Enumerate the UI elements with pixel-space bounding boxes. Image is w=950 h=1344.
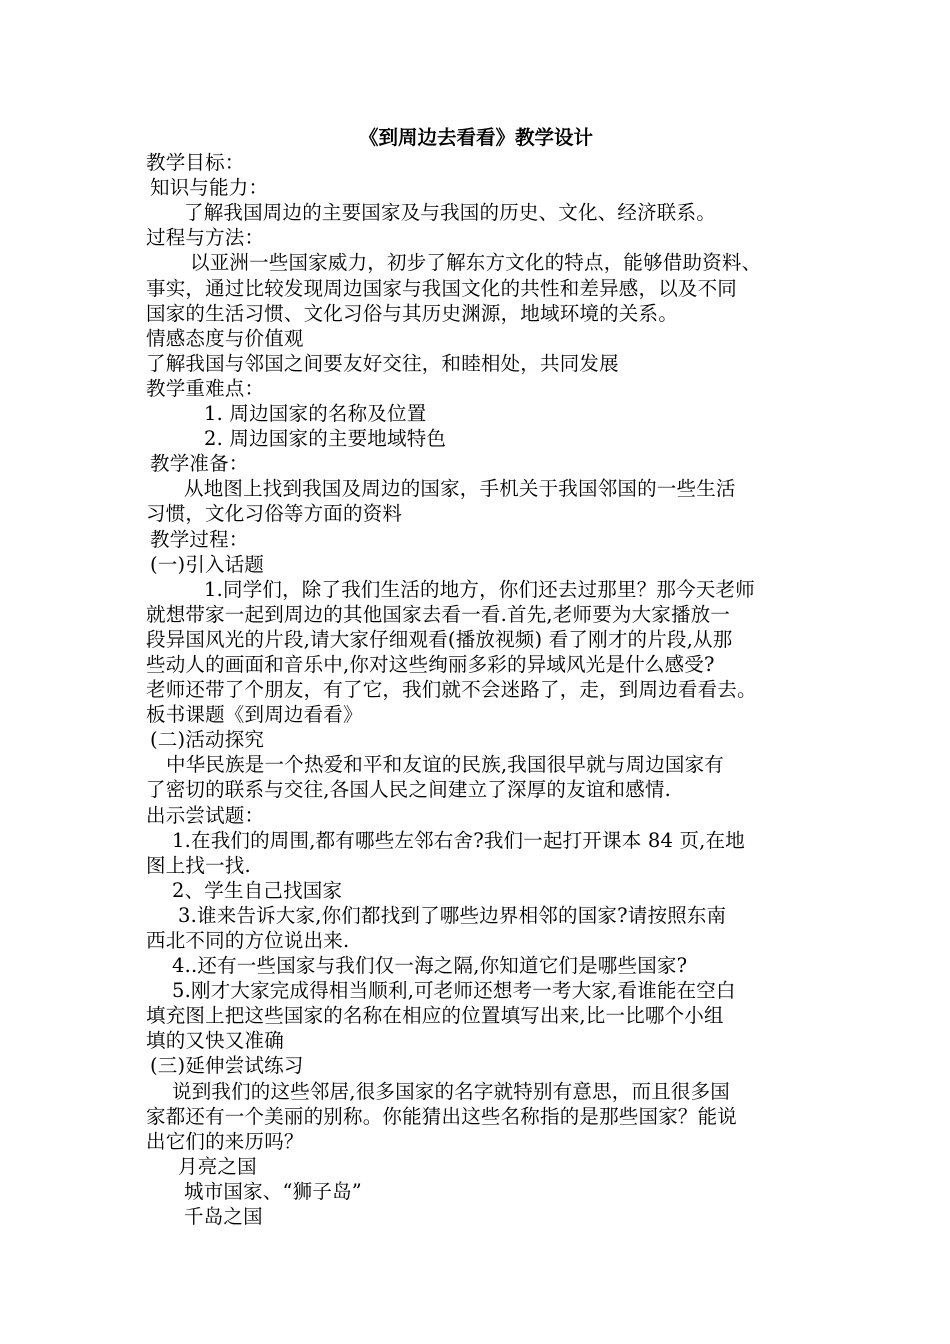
text-line: (一)引入话题 (150, 552, 265, 576)
text-line: 以亚洲一些国家威力，初步了解东方文化的特点，能够借助资料、 (190, 251, 762, 275)
text-line: 2. 周边国家的主要地域特色 (204, 427, 447, 451)
text-line: 填的又快又准确 (146, 1029, 284, 1053)
text-line: 教学重难点： (146, 376, 265, 400)
text-line: 3.谁来告诉大家,你们都找到了哪些边界相邻的国家?请按照东南 (178, 903, 727, 927)
text-line: 千岛之国 (184, 1205, 263, 1229)
text-line: 情感态度与价值观 (146, 326, 304, 350)
text-line: 过程与方法： (146, 226, 265, 250)
text-line: 说到我们的这些邻居,很多国家的名字就特别有意思，而且很多国 (172, 1079, 730, 1103)
text-line: 从地图上找到我国及周边的国家，手机关于我国邻国的一些生活 (184, 477, 736, 501)
text-line: 图上找一找. (146, 853, 251, 877)
text-line: 了解我国与邻国之间要友好交往，和睦相处，共同发展 (146, 351, 619, 375)
text-line: 5.刚才大家完成得相当顺利,可老师还想考一考大家,看谁能在空白 (172, 979, 736, 1003)
text-line: 教学目标： (146, 151, 245, 175)
text-line: 4..还有一些国家与我们仅一海之隔,你知道它们是哪些国家? (172, 954, 688, 978)
document-title: 《到周边去看看》教学设计 (358, 126, 593, 149)
text-line: 家都还有一个美丽的别称。你能猜出这些名称指的是那些国家？能说 (146, 1104, 738, 1128)
text-line: 中华民族是一个热爱和平和友谊的民族,我国很早就与周边国家有 (166, 753, 724, 777)
text-line: (二)活动探究 (150, 728, 265, 752)
text-line: 板书课题《到周边看看》 (146, 703, 363, 727)
document-body (146, 150, 826, 1229)
text-line: 西北不同的方位说出来. (146, 929, 350, 952)
text-line: 了密切的联系与交往,各国人民之间建立了深厚的友谊和感情. (146, 778, 671, 802)
text-line: (三)延伸尝试练习 (150, 1054, 304, 1078)
text-line: 知识与能力： (150, 176, 269, 200)
text-line: 填充图上把这些国家的名称在相应的位置填写出来,比一比哪个小组 (146, 1004, 724, 1028)
text-line: 教学准备： (150, 452, 249, 476)
text-line: 习惯，文化习俗等方面的资料 (146, 502, 403, 526)
text-line: 2、学生自己找国家 (172, 878, 343, 902)
document-page (146, 125, 826, 1229)
text-line: 老师还带了个朋友，有了它，我们就不会迷路了，走，到周边看看去。 (146, 678, 757, 702)
text-line: 月亮之国 (178, 1154, 257, 1178)
text-line: 1.同学们，除了我们生活的地方，你们还去过那里？那今天老师 (204, 577, 755, 601)
text-line: 1. 周边国家的名称及位置 (204, 402, 427, 426)
text-line: 教学过程： (150, 527, 249, 551)
text-line: 些动人的画面和音乐中,你对这些绚丽多彩的异域风光是什么感受? (146, 652, 715, 676)
text-line: 出示尝试题： (146, 803, 265, 827)
text-line: 就想带家一起到周边的其他国家去看一看.首先,老师要为大家播放一 (146, 602, 731, 626)
text-line: 城市国家、“狮子岛” (184, 1179, 362, 1203)
text-line: 国家的生活习惯、文化习俗与其历史渊源，地域环境的关系。 (146, 301, 678, 325)
text-line: 了解我国周边的主要国家及与我国的历史、文化、经济联系。 (184, 201, 716, 225)
text-line: 1.在我们的周围,都有哪些左邻右舍?我们一起打开课本 84 页,在地 (172, 828, 745, 852)
text-line: 事实，通过比较发现周边国家与我国文化的共性和差异感，以及不同 (146, 276, 738, 300)
text-line: 段异国风光的片段,请大家仔细观看(播放视频) 看了刚才的片段,从那 (146, 627, 733, 651)
text-line: 出它们的来历吗？ (146, 1129, 304, 1153)
